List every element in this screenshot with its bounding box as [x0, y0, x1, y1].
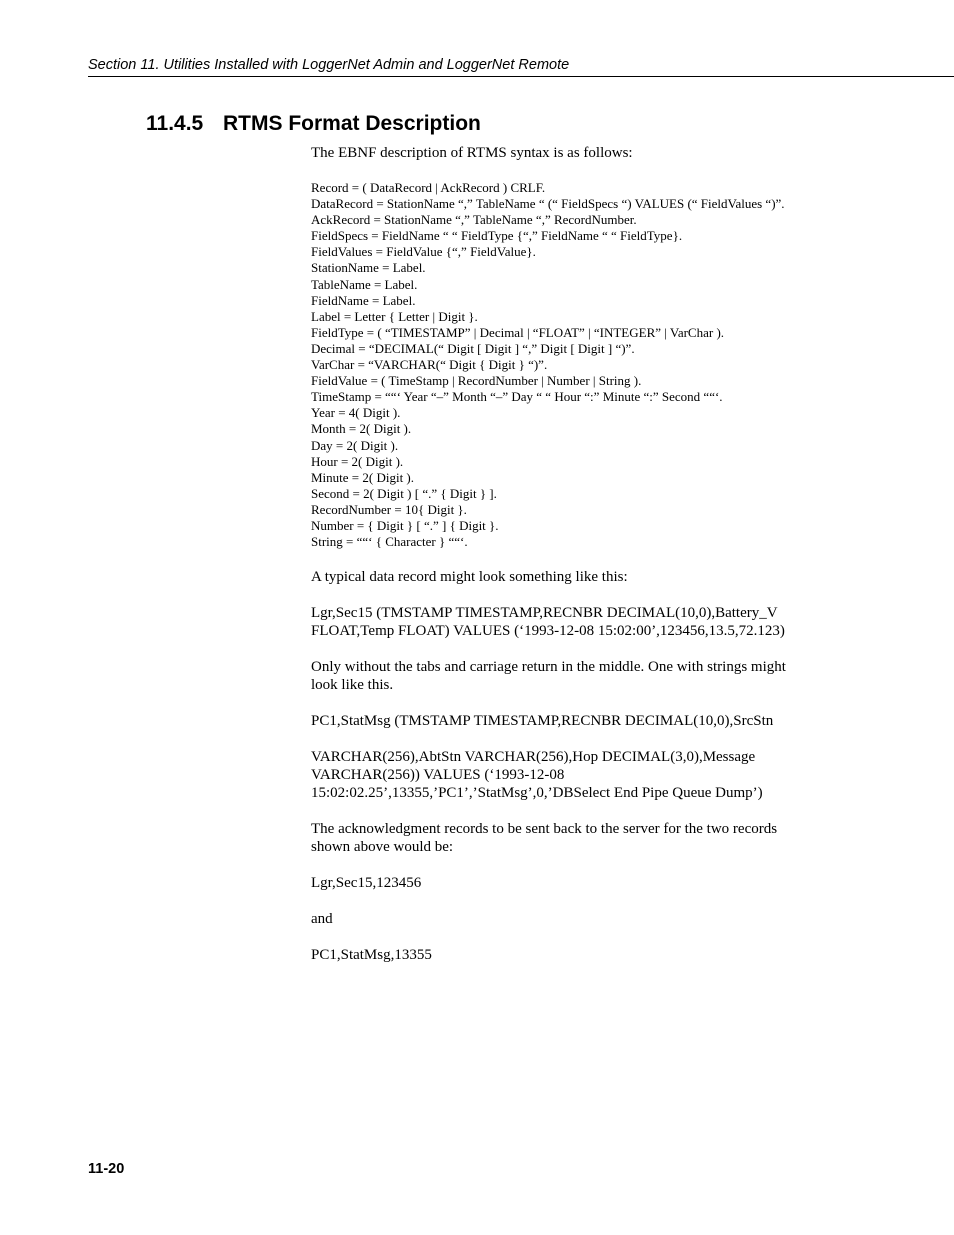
body-column	[311, 144, 811, 982]
page-number: 11-20	[88, 1161, 125, 1177]
ebnf-rule: FieldName = Label.	[311, 292, 416, 308]
typical-record-intro: A typical data record might look something like this:	[311, 569, 628, 586]
example-string-record-rest: VARCHAR(256),AbtStn VARCHAR(256),Hop DECIMAL(3,0),Message VARCHAR(256)) VALUES (‘1993-12-08 15:02:02.25’,13355,’PC1’,’StatMsg’,0,’DBSelect End Pipe Queue Dump’)	[311, 749, 763, 802]
ebnf-rule: TimeStamp = ““‘ Year “–” Month “–” Day “ “ Hour “:” Minute “:” Second ““‘.	[311, 389, 723, 405]
ebnf-rule: Record = ( DataRecord | AckRecord ) CRLF.	[311, 180, 546, 195]
ebnf-rule: FieldSpecs = FieldName “ “ FieldType {“,” FieldName “ “ FieldType}.	[311, 228, 683, 244]
ebnf-rule: Label = Letter { Letter | Digit }.	[311, 308, 478, 324]
ebnf-rule: VarChar = “VARCHAR(“ Digit { Digit } “)”.	[311, 357, 548, 373]
ack-record-1: Lgr,Sec15,123456	[311, 875, 422, 892]
ebnf-rule: TableName = Label.	[311, 276, 418, 292]
example-data-record: Lgr,Sec15 (TMSTAMP TIMESTAMP,RECNBR DECIMAL(10,0),Battery_V FLOAT,Temp FLOAT) VALUES (‘1993-12-08 15:02:00’,123456,13.5,72.123)	[311, 605, 785, 640]
section-heading	[146, 110, 481, 138]
ebnf-rule: DataRecord = StationName “,” TableName “ (“ FieldSpecs “) VALUES (“ FieldValues “)”.	[311, 196, 785, 212]
strings-note: Only without the tabs and carriage return in the middle. One with strings might look like this.	[311, 659, 786, 694]
ebnf-rule: Year = 4( Digit ).	[311, 405, 401, 421]
running-header	[88, 55, 954, 77]
ebnf-rule: Number = { Digit } [ “.” ] { Digit }.	[311, 517, 499, 533]
ebnf-rule: Minute = 2( Digit ).	[311, 469, 415, 485]
ebnf-rule: Month = 2( Digit ).	[311, 421, 412, 437]
ebnf-rule: AckRecord = StationName “,” TableName “,” RecordNumber.	[311, 212, 637, 228]
ebnf-rule: StationName = Label.	[311, 260, 426, 276]
ebnf-rule: Second = 2( Digit ) [ “.” { Digit } ].	[311, 485, 497, 501]
ebnf-rule: Day = 2( Digit ).	[311, 437, 399, 453]
ebnf-rule: Hour = 2( Digit ).	[311, 453, 404, 469]
and-connector: and	[311, 911, 333, 928]
ack-intro: The acknowledgment records to be sent back to the server for the two records shown above would be:	[311, 821, 778, 856]
ebnf-grammar	[311, 180, 811, 550]
example-string-record-line1: PC1,StatMsg (TMSTAMP TIMESTAMP,RECNBR DECIMAL(10,0),SrcStn	[311, 713, 774, 730]
ebnf-rule: RecordNumber = 10{ Digit }.	[311, 501, 467, 517]
intro-paragraph: The EBNF description of RTMS syntax is as follows:	[311, 145, 633, 161]
section-number: 11.4.5	[146, 112, 204, 135]
ebnf-rule: FieldValue = ( TimeStamp | RecordNumber | Number | String ).	[311, 373, 642, 389]
section-title: RTMS Format Description	[223, 112, 481, 135]
ebnf-rule: FieldType = ( “TIMESTAMP” | Decimal | “FLOAT” | “INTEGER” | VarChar ).	[311, 324, 725, 340]
ebnf-rule: Decimal = “DECIMAL(“ Digit [ Digit ] “,” Digit [ Digit ] “)”.	[311, 340, 635, 356]
running-header-title: Section 11. Utilities Installed with LoggerNet Admin and LoggerNet Remote	[88, 57, 570, 73]
ack-record-2: PC1,StatMsg,13355	[311, 947, 432, 964]
ebnf-rule: String = ““‘ { Character } ““‘.	[311, 534, 468, 550]
ebnf-rule: FieldValues = FieldValue {“,” FieldValue}.	[311, 244, 536, 260]
